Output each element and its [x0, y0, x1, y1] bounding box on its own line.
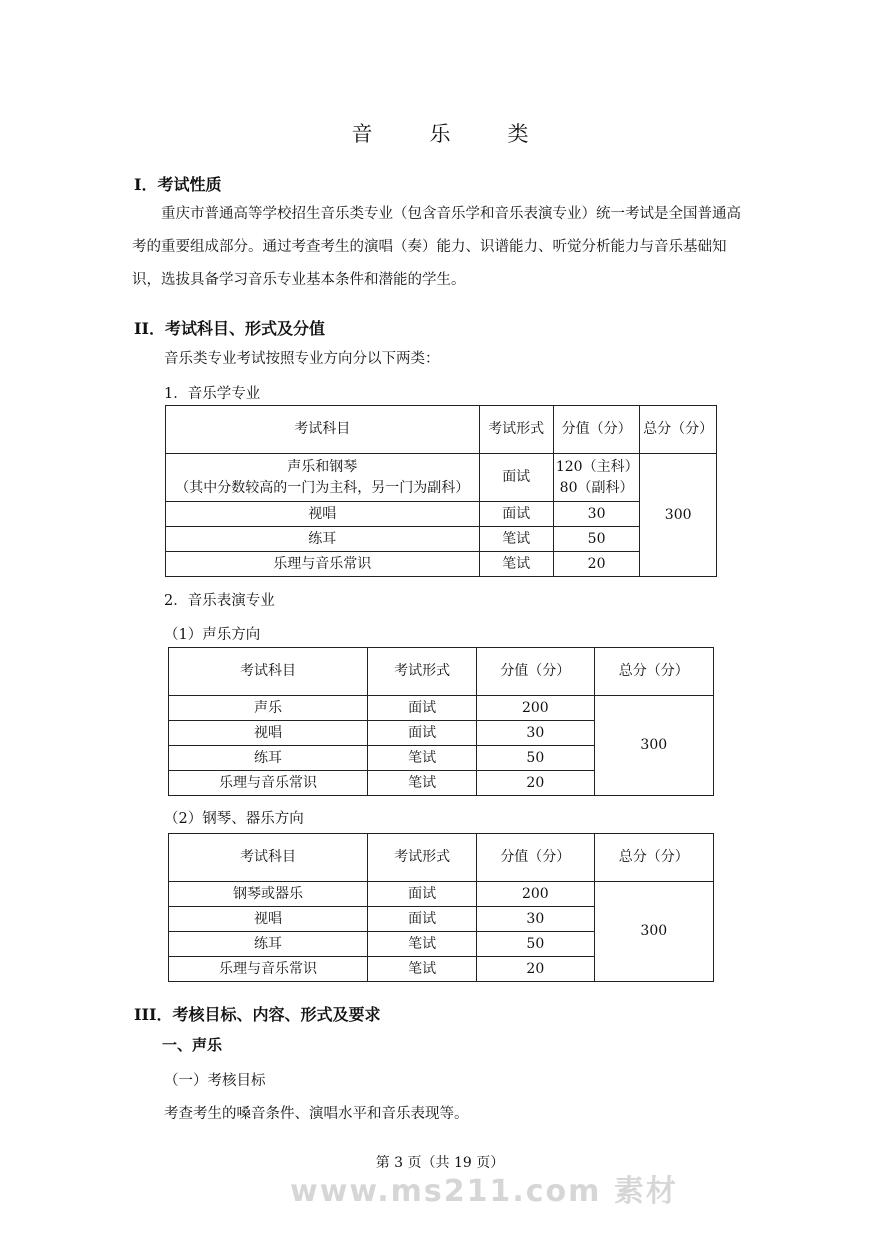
header-cell: 考试形式 — [368, 834, 477, 882]
form-cell: 笔试 — [368, 746, 477, 771]
form-cell: 笔试 — [368, 932, 477, 957]
score-cell: 50 — [553, 527, 640, 552]
page-number: 第 3 页（共 19 页） — [375, 1155, 505, 1171]
header-cell: 总分（分） — [640, 406, 717, 454]
score-cell: 20 — [477, 957, 594, 982]
table-row — [166, 454, 717, 502]
section-heading-assessment: III．考核目标、内容、形式及要求 — [134, 1005, 381, 1024]
score-cell: 20 — [553, 552, 640, 577]
form-cell: 面试 — [368, 882, 477, 907]
form-cell: 面试 — [479, 454, 553, 502]
table-row — [169, 882, 714, 907]
section-nature-paragraph: 重庆市普通高等学校招生音乐类专业（包含音乐学和音乐表演专业）统一考试是全国普通高考的重要组成部分。通过考查考生的演唱（奏）能力、识谱能力、听觉分析能力与音乐基础知识，选拔具备学习音乐专业基本条件和潜能的学生。 — [132, 206, 741, 288]
header-cell: 考试形式 — [479, 406, 553, 454]
header-cell: 分值（分） — [477, 834, 594, 882]
total-cell: 300 — [594, 882, 713, 982]
subject-cell — [166, 454, 480, 502]
subject-line: 声乐和钢琴 — [287, 458, 358, 475]
subject-cell: 乐理与音乐常识 — [169, 957, 368, 982]
table-header-row — [166, 406, 717, 454]
subject-cell: 声乐 — [169, 696, 368, 721]
subjects-intro: 音乐类专业考试按照专业方向分以下两类： — [164, 351, 440, 367]
subheading-assessment-goal: （一）考核目标 — [164, 1073, 266, 1089]
table-header-row — [169, 834, 714, 882]
form-cell: 面试 — [368, 907, 477, 932]
instrumental-score-table — [168, 833, 714, 982]
score-line: 80（副科） — [559, 479, 634, 496]
form-cell: 面试 — [368, 721, 477, 746]
header-cell: 考试科目 — [169, 648, 368, 696]
score-line: 120（主科） — [555, 458, 639, 475]
total-cell: 300 — [640, 454, 717, 577]
section-heading-nature: I．考试性质 — [134, 175, 222, 194]
watermark: www.ms211.com 素材 — [290, 1174, 678, 1209]
score-cell: 200 — [477, 696, 594, 721]
score-cell: 200 — [477, 882, 594, 907]
score-cell: 30 — [477, 721, 594, 746]
subject-cell: 乐理与音乐常识 — [169, 771, 368, 796]
subject-note: （其中分数较高的一门为主科，另一门为副科） — [175, 479, 470, 496]
subject-cell: 钢琴或器乐 — [169, 882, 368, 907]
subheading-instrumental: （2）钢琴、器乐方向 — [164, 811, 304, 827]
form-cell: 笔试 — [368, 771, 477, 796]
score-cell: 30 — [477, 907, 594, 932]
header-cell: 总分（分） — [594, 648, 713, 696]
subject-cell: 练耳 — [169, 746, 368, 771]
table-row — [169, 696, 714, 721]
section-heading-subjects: II．考试科目、形式及分值 — [134, 319, 325, 338]
subject-cell: 练耳 — [166, 527, 480, 552]
header-cell: 总分（分） — [594, 834, 713, 882]
table-row — [166, 502, 717, 527]
score-cell: 20 — [477, 771, 594, 796]
assessment-goal-text: 考查考生的嗓音条件、演唱水平和音乐表现等。 — [164, 1106, 469, 1122]
form-cell: 笔试 — [368, 957, 477, 982]
subject-cell: 视唱 — [169, 907, 368, 932]
score-cell: 30 — [553, 502, 640, 527]
subject-cell: 视唱 — [169, 721, 368, 746]
header-cell: 分值（分） — [553, 406, 640, 454]
header-cell: 分值（分） — [477, 648, 594, 696]
score-cell: 50 — [477, 746, 594, 771]
subject-cell: 视唱 — [166, 502, 480, 527]
page-title: 音 乐 类 — [351, 122, 547, 146]
header-cell: 考试科目 — [166, 406, 480, 454]
subject-cell: 乐理与音乐常识 — [166, 552, 480, 577]
form-cell: 面试 — [368, 696, 477, 721]
total-cell: 300 — [594, 696, 713, 796]
subheading-performance: 2．音乐表演专业 — [164, 593, 275, 609]
header-cell: 考试形式 — [368, 648, 477, 696]
table-header-row — [169, 648, 714, 696]
header-cell: 考试科目 — [169, 834, 368, 882]
score-cell — [553, 454, 640, 502]
musicology-score-table — [165, 405, 717, 577]
table-row — [166, 527, 717, 552]
table-row — [166, 552, 717, 577]
vocal-score-table — [168, 647, 714, 796]
score-cell: 50 — [477, 932, 594, 957]
subheading-musicology: 1．音乐学专业 — [164, 386, 261, 402]
form-cell: 笔试 — [479, 527, 553, 552]
form-cell: 面试 — [479, 502, 553, 527]
subheading-vocal: （1）声乐方向 — [164, 627, 261, 643]
form-cell: 笔试 — [479, 552, 553, 577]
subheading-vocal-music: 一、声乐 — [162, 1036, 223, 1054]
subject-cell: 练耳 — [169, 932, 368, 957]
